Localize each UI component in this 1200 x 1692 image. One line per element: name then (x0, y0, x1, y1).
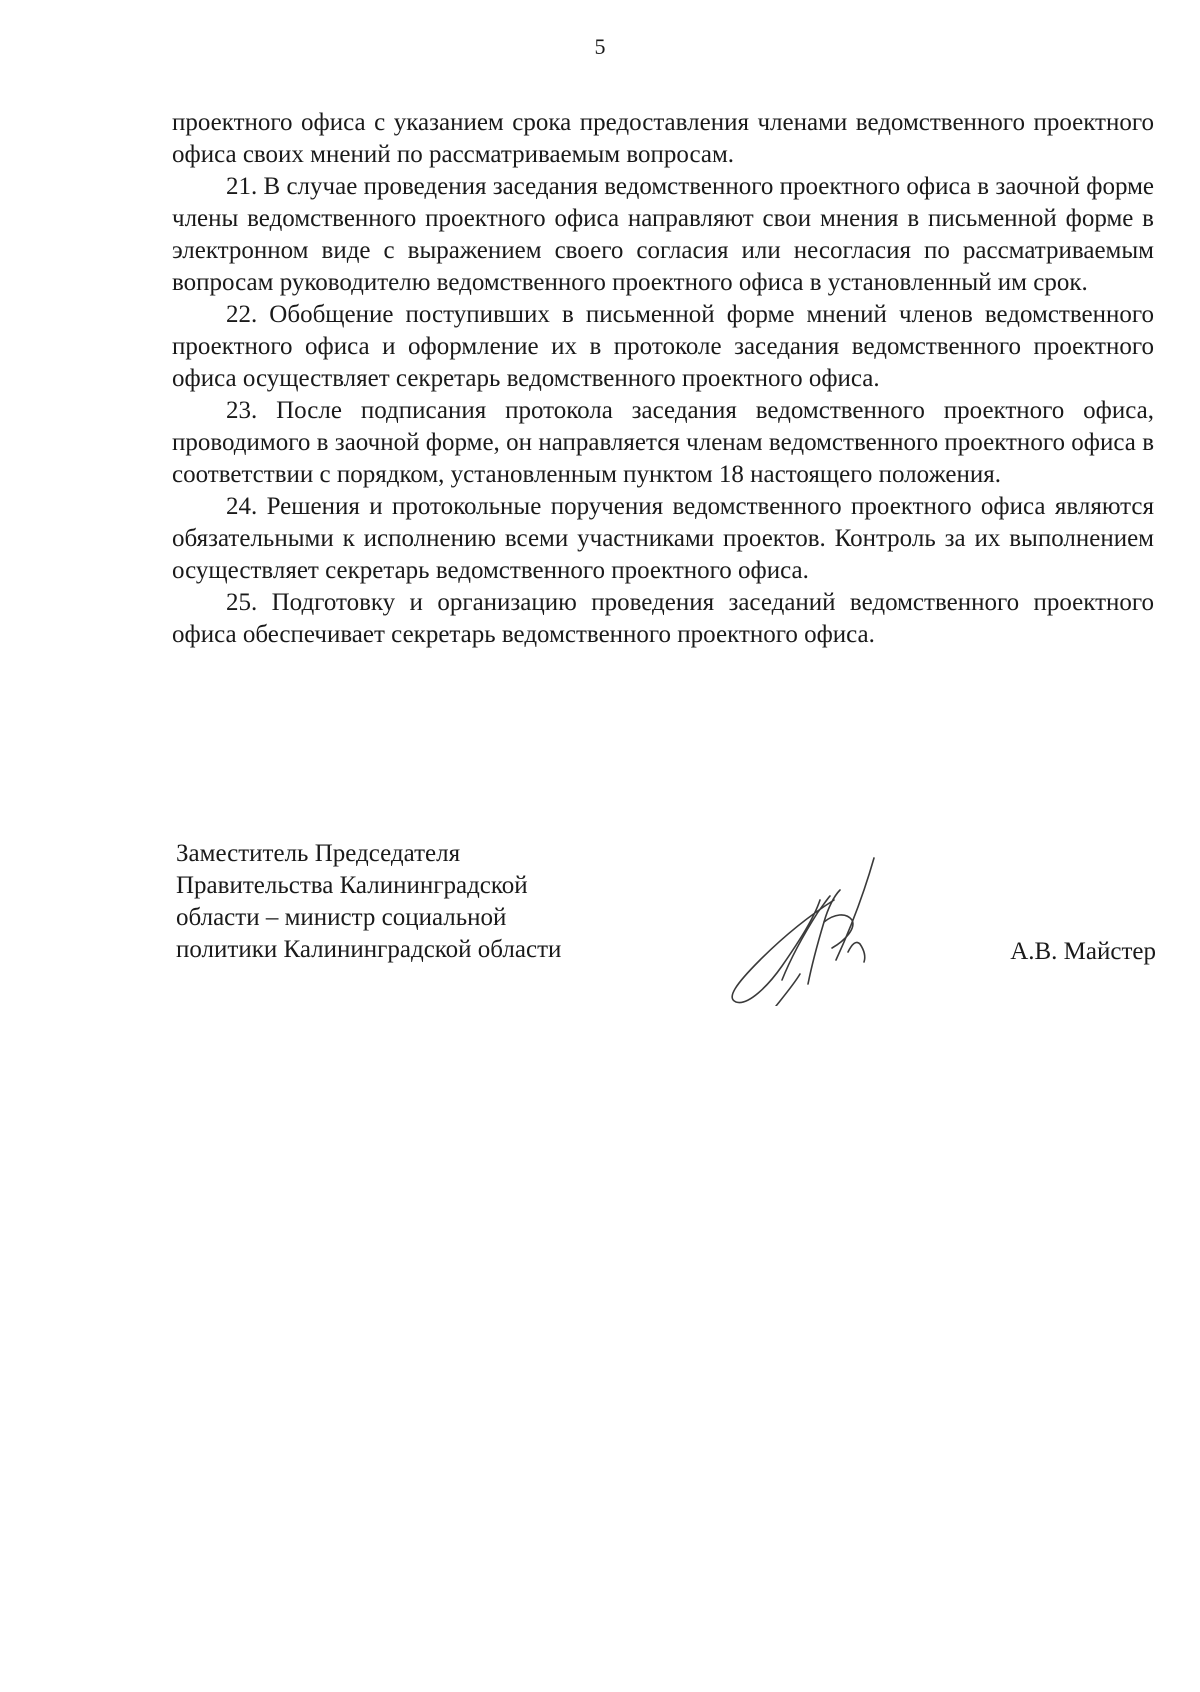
paragraph-23: 23. После подписания протокола заседания ведомственного проектного офиса, проводимого в заочной форме, он направляется членам ведомственного проектного офиса в соответствии с порядком, установленным пунктом 18 настоящего положения. (172, 397, 1154, 488)
page-number: 5 (594, 34, 606, 59)
paragraph-22: 22. Обобщение поступивших в письменной форме мнений членов ведомственного проектного офиса и оформление их в протоколе заседания ведомственного проектного офиса осуществляет секретарь ведомственного проектного офиса. (172, 301, 1154, 392)
paragraph-24: 24. Решения и протокольные поручения ведомственного проектного офиса являются обязательными к исполнению всеми участниками проектов. Контроль за их выполнением осуществляет секретарь ведомственного проектного офиса. (172, 493, 1154, 584)
signer-title (176, 838, 561, 966)
handwritten-signature (716, 856, 886, 1006)
signer-title-line: политики Калининградской области (176, 936, 562, 963)
signature-block (176, 838, 1156, 1018)
paragraph-continuation: проектного офиса с указанием срока предоставления членами ведомственного проектного офиса своих мнений по рассматриваемым вопросам. (172, 109, 1154, 168)
signer-title-line: Правительства Калининградской (176, 872, 528, 899)
signer-name: А.В. Майстер (1010, 938, 1156, 965)
document-body (172, 107, 1154, 651)
paragraph-21: 21. В случае проведения заседания ведомственного проектного офиса в заочной форме члены ведомственного проектного офиса направляют свои мнения в письменной форме в электронном виде с выражением своего согласия или несогласия по рассматриваемым вопросам руководителю ведомственного проектного офиса в установленный им срок. (172, 173, 1154, 296)
signer-title-line: области – министр социальной (176, 904, 507, 931)
paragraph-25: 25. Подготовку и организацию проведения заседаний ведомственного проектного офиса обеспечивает секретарь ведомственного проектного офиса. (172, 589, 1154, 648)
signer-title-line: Заместитель Председателя (176, 840, 461, 867)
